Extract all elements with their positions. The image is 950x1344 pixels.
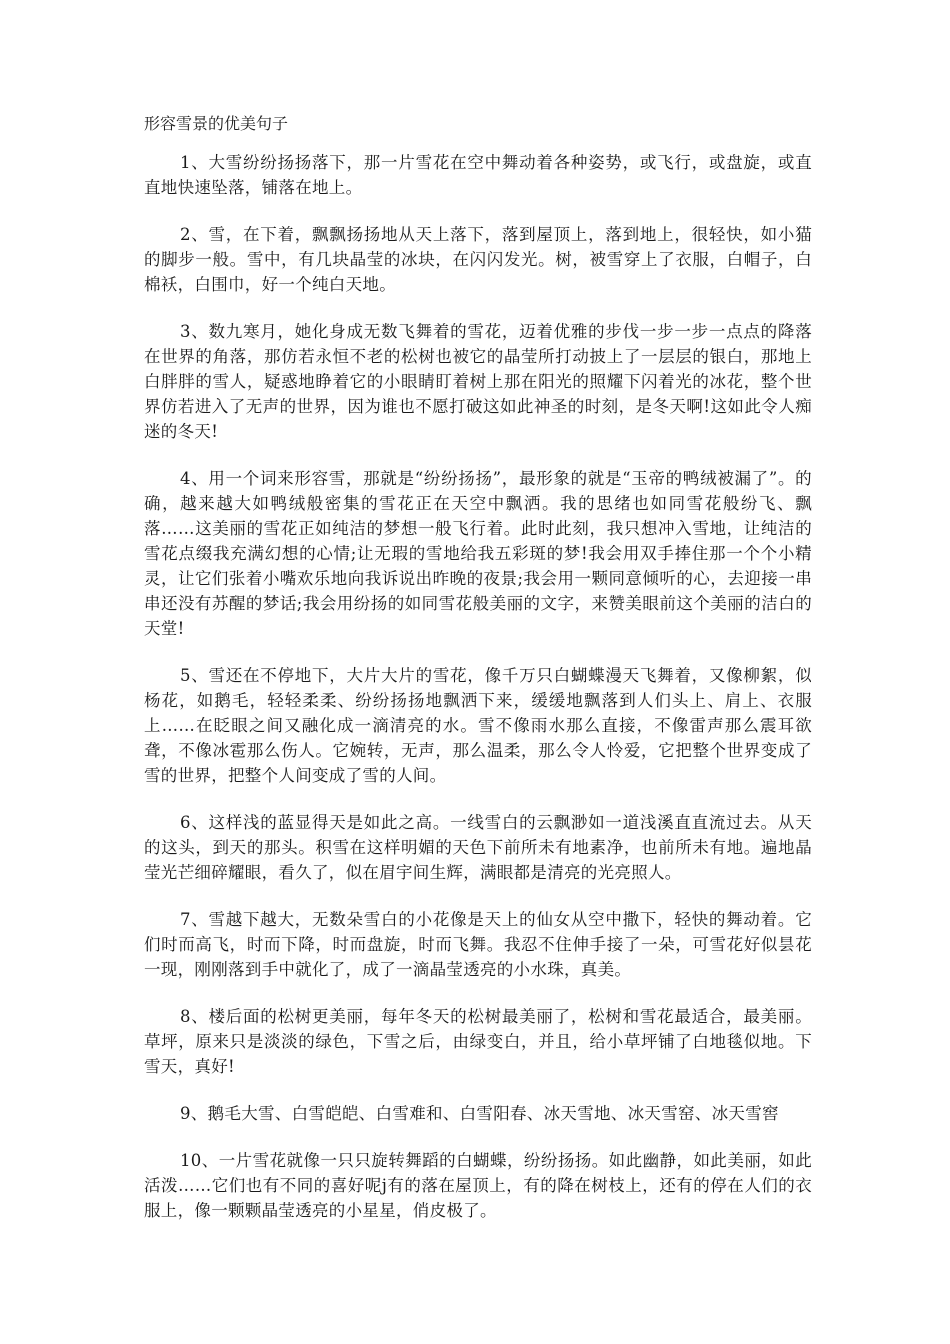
paragraph-8: 8、楼后面的松树更美丽，每年冬天的松树最美丽了，松树和雪花最适合，最美丽。草坪，原来只是淡淡的绿色，下雪之后，由绿变白，并且，给小草坪铺了白地毯似地。下雪天，真好! xyxy=(144,1007,812,1076)
paragraph-10: 10、一片雪花就像一只只旋转舞蹈的白蝴蝶，纷纷扬扬。如此幽静，如此美丽，如此活泼……它们也有不同的喜好呢j有的落在屋顶上，有的降在树枝上，还有的停在人们的衣服上，像一颗颗晶莹透亮的小星星，俏皮极了。 xyxy=(144,1151,812,1220)
paragraph-2: 2、雪，在下着，飘飘扬扬地从天上落下，落到屋顶上，落到地上，很轻快，如小猫的脚步一般。雪中，有几块晶莹的冰块，在闪闪发光。树，被雪穿上了衣服，白帽子，白棉袄，白围巾，好一个纯白天地。 xyxy=(144,225,812,294)
paragraph-6: 6、这样浅的蓝显得天是如此之高。一线雪白的云飘渺如一道浅溪直直流过去。从天的这头，到天的那头。积雪在这样明媚的天色下前所未有地素净，也前所未有地。遍地晶莹光芒细碎耀眼，看久了，似在眉宇间生辉，满眼都是清亮的光亮照人。 xyxy=(144,813,812,882)
paragraph-7: 7、雪越下越大，无数朵雪白的小花像是天上的仙女从空中撒下，轻快的舞动着。它们时而高飞，时而下降，时而盘旋，时而飞舞。我忍不住伸手接了一朵，可雪花好似昙花一现，刚刚落到手中就化了，成了一滴晶莹透亮的小水珠，真美。 xyxy=(144,910,812,979)
paragraph-9: 9、鹅毛大雪、白雪皑皑、白雪难和、白雪阳春、冰天雪地、冰天雪窑、冰天雪窖 xyxy=(180,1104,779,1123)
document-page xyxy=(144,112,812,1245)
document-title: 形容雪景的优美句子 xyxy=(144,114,289,133)
paragraph-5: 5、雪还在不停地下，大片大片的雪花，像千万只白蝴蝶漫天飞舞着，又像柳絮，似杨花，如鹅毛，轻轻柔柔、纷纷扬扬地飘洒下来，缓缓地飘落到人们头上、肩上、衣服上……在眨眼之间又融化成一滴清亮的水。雪不像雨水那么直接，不像雷声那么震耳欲聋，不像冰雹那么伤人。它婉转，无声，那么温柔，那么令人怜爱，它把整个世界变成了雪的世界，把整个人间变成了雪的人间。 xyxy=(144,666,812,785)
paragraph-1: 1、大雪纷纷扬扬落下，那一片雪花在空中舞动着各种姿势，或飞行，或盘旋，或直直地快速坠落，铺落在地上。 xyxy=(144,153,812,197)
paragraph-3: 3、数九寒月，她化身成无数飞舞着的雪花，迈着优雅的步伐一步一步一点点的降落在世界的角落，那仿若永恒不老的松树也被它的晶莹所打动披上了一层层的银白，那地上白胖胖的雪人，疑惑地睁着它的小眼睛盯着树上那在阳光的照耀下闪着光的冰花，整个世界仿若进入了无声的世界，因为谁也不愿打破这如此神圣的时刻，是冬天啊!这如此令人痴迷的冬天! xyxy=(144,322,812,441)
paragraph-4: 4、用一个词来形容雪，那就是“纷纷扬扬”，最形象的就是“玉帝的鸭绒被漏了”。的确，越来越大如鸭绒般密集的雪花正在天空中飘洒。我的思绪也如同雪花般纷飞、飘落……这美丽的雪花正如纯洁的梦想一般飞行着。此时此刻，我只想冲入雪地，让纯洁的雪花点缀我充满幻想的心情;让无瑕的雪地给我五彩斑的梦!我会用双手捧住那一个个小精灵，让它们张着小嘴欢乐地向我诉说出昨晚的夜景;我会用一颗同意倾听的心，去迎接一串串还没有苏醒的梦话;我会用纷扬的如同雪花般美丽的文字，来赞美眼前这个美丽的洁白的天堂! xyxy=(144,469,812,638)
